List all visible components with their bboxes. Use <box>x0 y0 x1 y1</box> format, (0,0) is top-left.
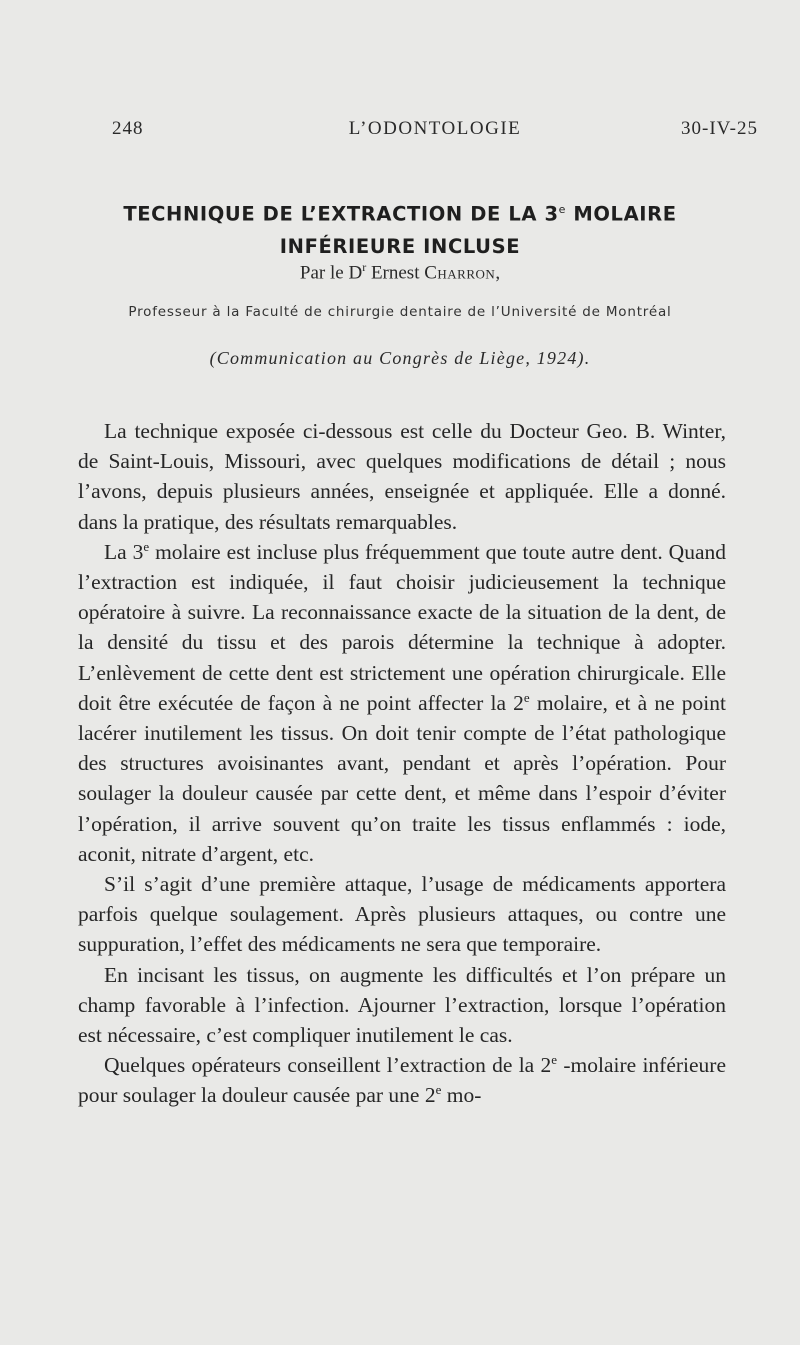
article-title <box>60 194 740 263</box>
article-body <box>78 416 726 1111</box>
paragraph-1: La technique exposée ci-dessous est celle du Docteur Geo. B. Winter, de Saint-Louis, Missouri, avec quelques modifications de détail ; nous l’avons, depuis plusieurs années, enseignée et appliquée. Elle a donné. dans la pratique, des résultats remarquables. <box>78 419 726 534</box>
running-header <box>112 118 758 148</box>
author-affiliation: Professeur à la Faculté de chirurgie dentaire de l’Université de Montréal <box>128 304 672 320</box>
paragraph-3: S’il s’agit d’une première attaque, l’usage de médicaments apportera parfois quelque soulagement. Après plusieurs attaques, ou contre une suppuration, l’effet des médicaments ne sera que temporaire. <box>78 872 726 957</box>
title-line-1: TECHNIQUE DE L’EXTRACTION DE LA 3e MOLAIRE <box>123 202 677 226</box>
paragraph-5: Quelques opérateurs conseillent l’extraction de la 2e -molaire inférieure pour soulager la douleur causée par une 2e mo- <box>78 1052 726 1108</box>
issue-date: 30-IV-25 <box>681 118 758 139</box>
paragraph-4: En incisant les tissus, on augmente les difficultés et l’on prépare un champ favorable à l’infection. Ajourner l’extraction, lorsque l’opération est nécessaire, c’est compliquer inutilement le cas. <box>78 962 726 1048</box>
author-byline: Par le $D^r$ Ernest Charron, <box>299 260 501 284</box>
title-line-2: INFÉRIEURE INCLUSE <box>279 234 521 258</box>
journal-name: L’ODONTOLOGIE <box>348 118 522 139</box>
page-number: 248 <box>112 118 144 139</box>
author-surname: Charron <box>424 262 496 284</box>
paragraph-2: La 3e molaire est incluse plus fréquemment que toute autre dent. Quand l’extraction est indiquée, il faut choisir judicieusement la technique opératoire à suivre. La reconnaissance exacte de la situation de la dent, de la densité du tissu et des parois détermine la technique à adopter. L’enlèvement de cette dent est strictement une opération chirurgicale. Elle doit être exécutée de façon à ne point affecter la 2e molaire, et à ne point lacérer inutilement les tissus. On doit tenir compte de l’état pathologique des structures avoisinantes avant, pendant et après l’opération. Pour soulager la douleur causée par cette dent, et même dans l’espoir d’éviter l’opération, il arrive souvent qu’on traite les tissus enflammés : iode, aconit, nitrate d’argent, etc. <box>78 538 726 866</box>
communication-note: (Communication au Congrès de Liège, 1924). <box>209 348 591 368</box>
